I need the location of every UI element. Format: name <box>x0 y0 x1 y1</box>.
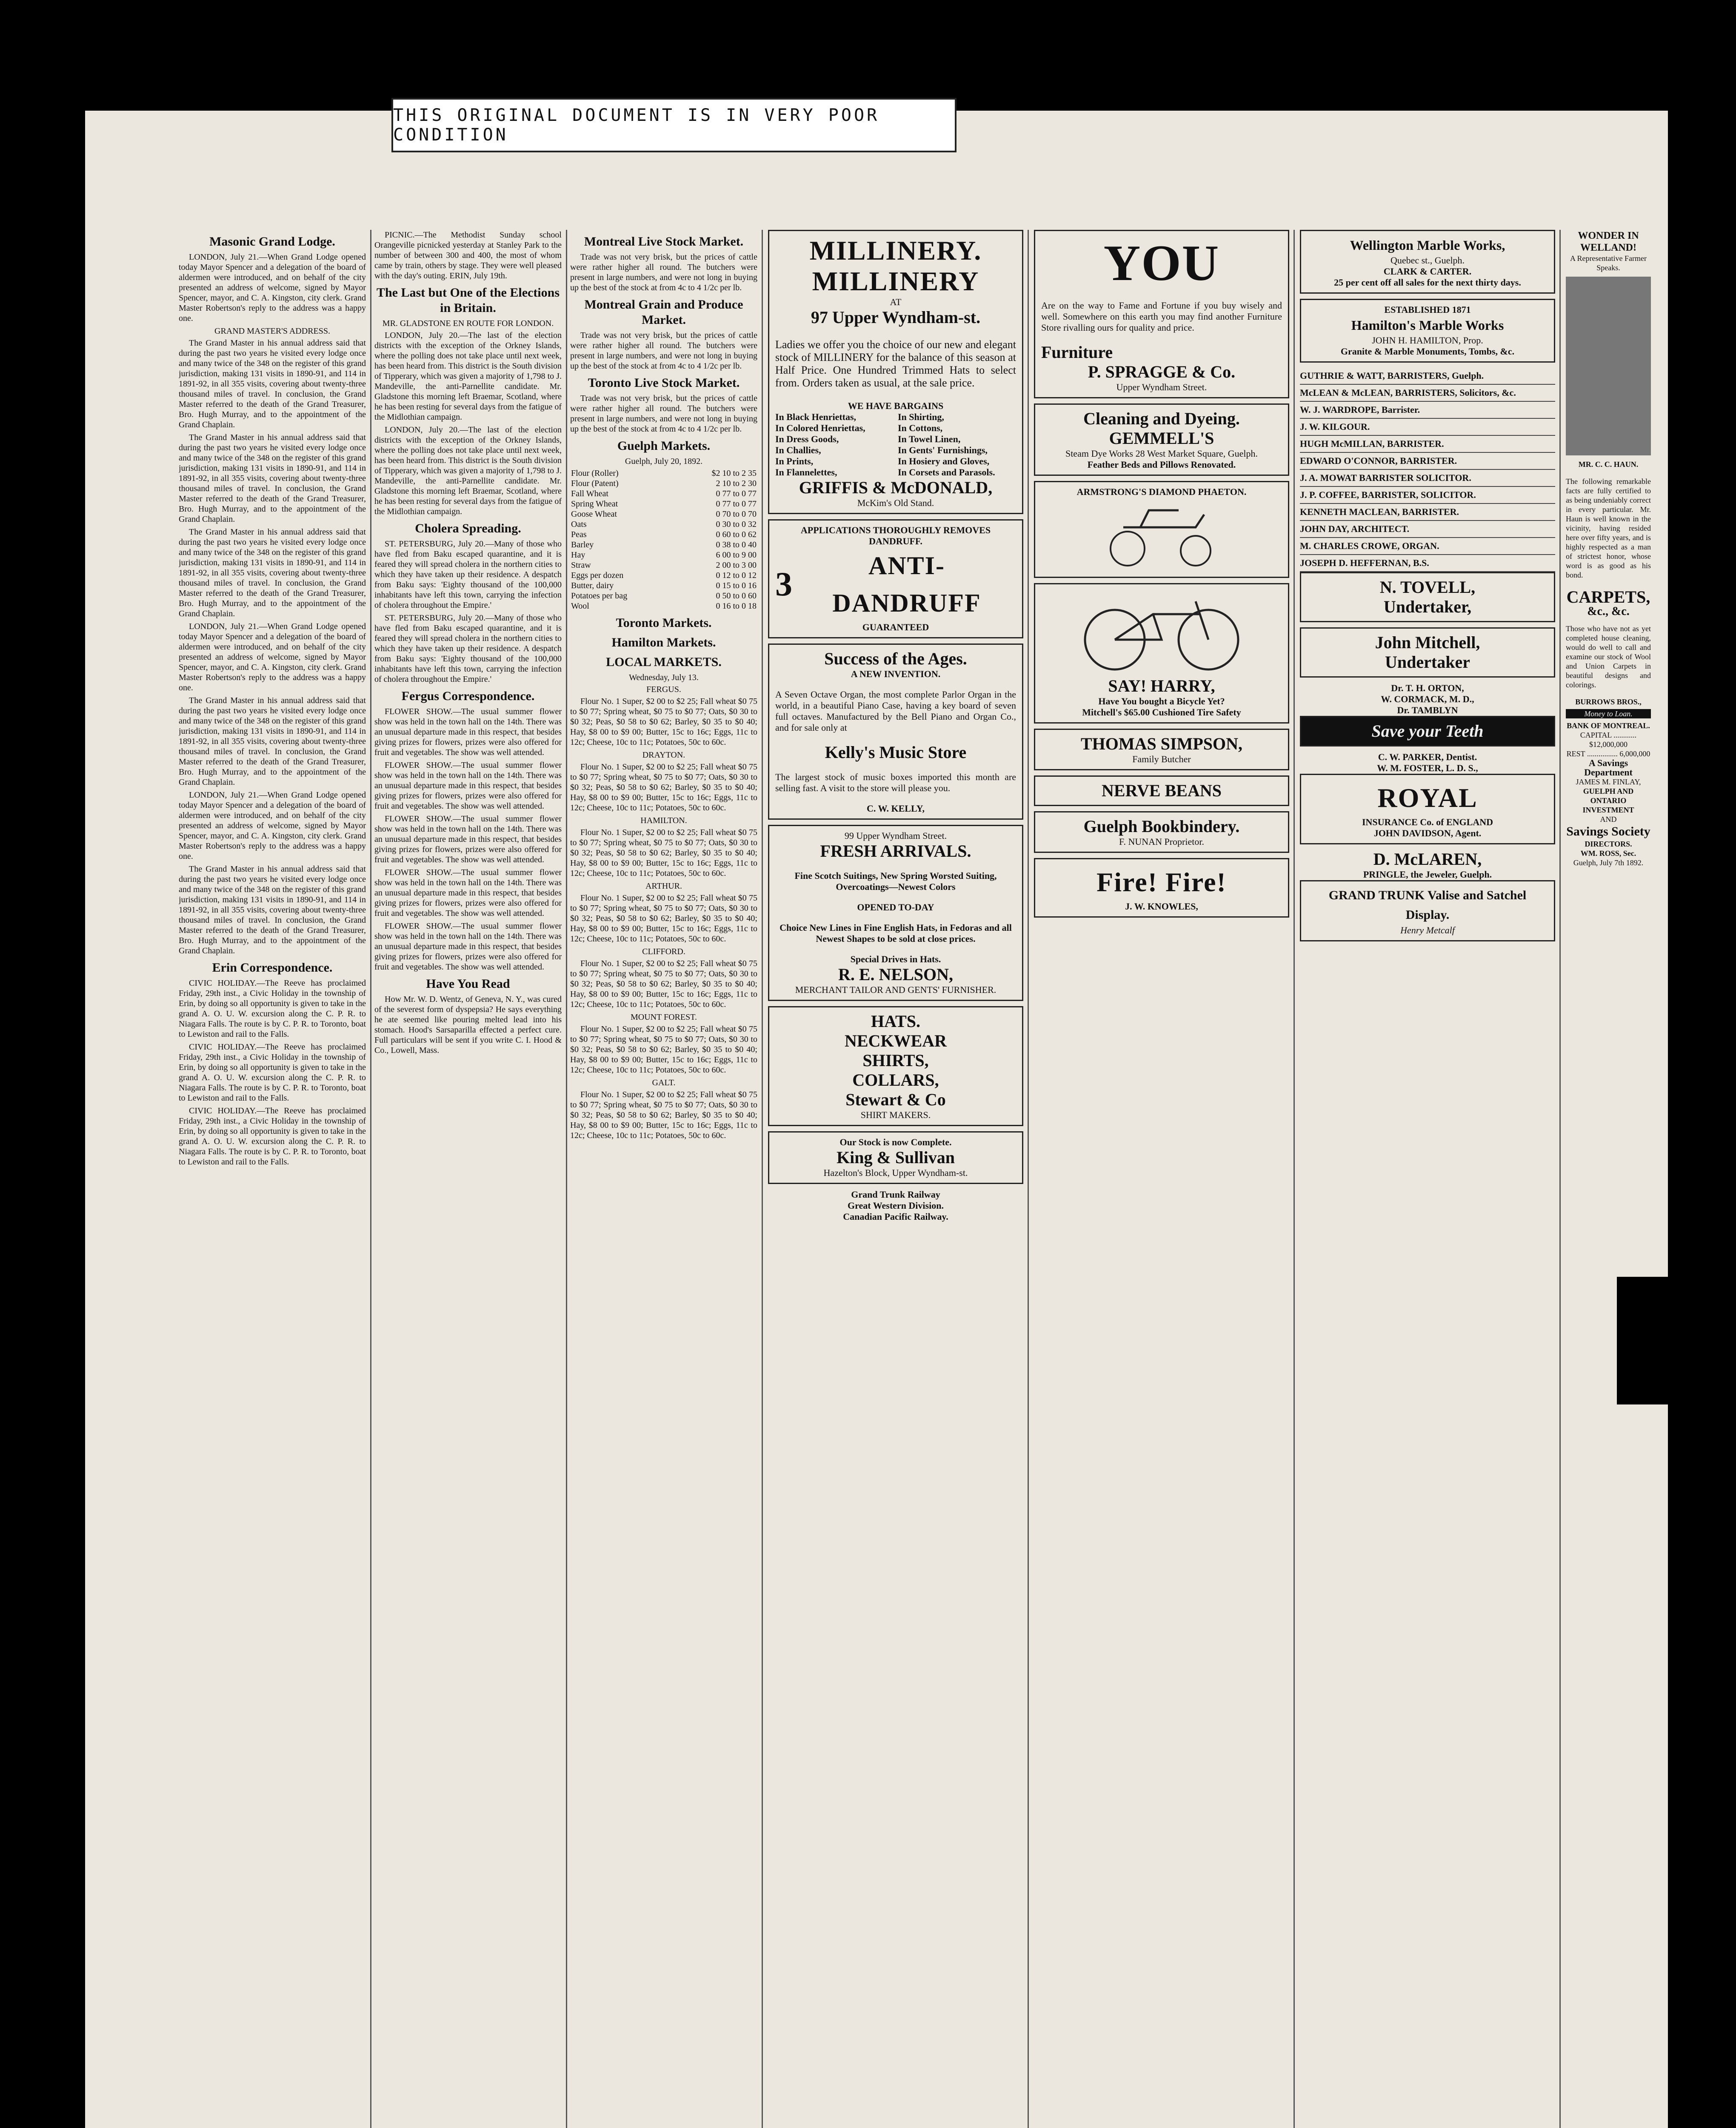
market-item: Eggs per dozen <box>571 571 624 580</box>
bargain-item: In Dress Goods, <box>775 434 839 444</box>
column-rule <box>1559 230 1561 2128</box>
fresh-body: Fine Scotch Suitings, New Spring Worsted Suiting, Overcoatings—Newest Colors <box>794 870 997 892</box>
tovell-ad <box>1300 572 1555 622</box>
burrows-name: BURROWS BROS., <box>1575 698 1642 706</box>
feather-beds: Feather Beds and Pillows Renovated. <box>1087 459 1236 470</box>
address-body-cont5: LONDON, July 21.—When Grand Lodge opened today Mayor Spencer and a delegation of the board of aldermen were introduced, and on behalf of the city presented an address of welcome, signed by Mayor Spencer, mayor, and C. A. Kingston, city clerk. Grand Master Robertson's reply to the address was a happy one. <box>179 790 366 861</box>
business-card: JOSEPH D. HEFFERNAN, B.S. <box>1300 555 1555 572</box>
market-row <box>570 519 757 529</box>
bookbindery-title: Guelph Bookbindery. <box>1083 817 1240 836</box>
market-item: Butter, dairy <box>571 581 614 590</box>
kelly-body: The largest stock of music boxes imported this month are selling fast. A visit to the store will please you. <box>775 772 1016 793</box>
toronto-markets-heading: Toronto Markets. <box>616 616 712 630</box>
hamilton-works: Hamilton's Marble Works <box>1351 317 1504 333</box>
column-rule <box>566 230 567 2128</box>
clark-carter: CLARK & CARTER. <box>1383 266 1472 277</box>
nunan-name: F. NUNAN Proprietor. <box>1119 836 1204 847</box>
knowles-name: J. W. KNOWLES, <box>1125 901 1198 912</box>
market-item: Peas <box>571 530 587 539</box>
guelph-date: Guelph, July 20, 1892. <box>625 457 703 466</box>
market-price: 0 30 to 0 32 <box>716 520 757 529</box>
column-4 <box>768 230 1023 2128</box>
market-row <box>570 489 757 499</box>
carriage-illustration <box>1098 498 1225 570</box>
market-row <box>570 601 757 611</box>
market-row <box>570 540 757 550</box>
hats-list <box>775 1012 1016 1090</box>
elections-body-cont: LONDON, July 20.—The last of the election districts with the exception of the Orkney Islands, where the polling does not take place until next week, has been heard from. This district is the South division of Tipperary, which was given a majority of 1,798 to J. Mandeville, the anti-Parnellite candidate. Mr. Gladstone this morning left Braemar, Scotland, where he has been resting for several days from the fatigue of the Midlothian campaign. <box>374 425 562 516</box>
market-row <box>570 478 757 489</box>
market-price: 0 12 to 0 12 <box>716 571 757 580</box>
market-item: Wool <box>571 601 589 611</box>
bargain-item: In Challies, <box>775 445 821 455</box>
gladstone-subhead: MR. GLADSTONE EN ROUTE FOR LONDON. <box>382 319 554 328</box>
simpson-ad <box>1034 729 1289 770</box>
finlay-name: JAMES M. FINLAY, <box>1576 778 1641 786</box>
column-rule <box>1293 230 1295 2128</box>
market-row <box>570 468 757 478</box>
save-teeth-text: Save your Teeth <box>1371 721 1484 741</box>
professional-cards <box>1300 368 1555 572</box>
hamilton-ad <box>1300 299 1555 363</box>
town-heading: ARTHUR. <box>645 881 682 891</box>
carpets-body: Those who have not as yet completed house cleaning, would do well to call and examine our stock of Wool and Union Carpets in beautiful designs and colorings. <box>1566 624 1651 689</box>
hamilton-markets-heading: Hamilton Markets. <box>611 635 716 649</box>
discount-note: 25 per cent off all sales for the next thirty days. <box>1334 277 1521 288</box>
carpets-title: CARPETS, <box>1566 587 1650 606</box>
kelly-name: C. W. KELLY, <box>867 803 925 814</box>
davidson-agent: JOHN DAVIDSON, Agent. <box>1373 828 1482 838</box>
column-rule <box>1028 230 1029 2128</box>
masonic-heading: Masonic Grand Lodge. <box>209 235 335 249</box>
hats-list-item: SHIRTS, <box>862 1051 929 1070</box>
you-ad <box>1034 230 1289 398</box>
market-row <box>570 509 757 519</box>
royal-sub: INSURANCE Co. of ENGLAND <box>1362 817 1493 827</box>
hamilton-prop: JOHN H. HAMILTON, Prop. <box>1372 335 1483 346</box>
erin-heading: Erin Correspondence. <box>212 961 333 975</box>
marble-sub: Quebec st., Guelph. <box>1390 255 1465 266</box>
local-markets-heading: LOCAL MARKETS. <box>606 655 722 669</box>
gemmell-sub: Steam Dye Works 28 West Market Square, Guelph. <box>1065 448 1258 459</box>
savings-society: Savings Society <box>1566 824 1650 838</box>
carpets-sub: &c., &c. <box>1587 605 1630 618</box>
read-body: How Mr. W. D. Wentz, of Geneva, N. Y., was cured of the severest form of dyspepsia? He says everything he ate seemed like pouring melted lead into his stomach. Hood's Sarsaparilla effected a perfect cure. Full particulars will be sent if you write C. I. Hood & Co., Lowell, Mass. <box>374 995 562 1055</box>
royal-title: ROYAL <box>1377 783 1478 813</box>
nerve-beans-title: NERVE BEANS <box>1102 781 1222 800</box>
business-card: M. CHARLES CROWE, ORGAN. <box>1300 538 1555 555</box>
bargains-heading: WE HAVE BARGAINS <box>848 400 944 411</box>
town-prices: Flour No. 1 Super, $2 00 to $2 25; Fall wheat $0 75 to $0 77; Spring wheat, $0 75 to $0 77; Oats, $0 30 to $0 32; Peas, $0 58 to $0 62; Barley, $0 35 to $0 40; Hay, $8 00 to $9 00; Butter, 15c to 16c; Eggs, 11c to 12c; Cheese, 10c to 11c; Potatoes, 50c to 60c. <box>570 697 757 747</box>
address-body-cont6: The Grand Master in his annual address said that during the past two years he visited every lodge once and many twice of the 348 on the register of this grand jurisdiction, making 131 visits in 1890-91, and 114 in 1891-92, in all 355 visits, covering about twenty-three thousand miles of travel. In conclusion, the Grand Master referred to the death of the Grand Treasurer, Bro. Hugh Murray, and to the appointment of the Grand Chaplain. <box>179 864 366 955</box>
grain-body: Trade was not very brisk, but the prices of cattle were rather higher all round. The butchers were present in large numbers, and were not long in buying up the best of the stock at from 4c to 4 1/2c per lb. <box>570 331 757 371</box>
address-body: The Grand Master in his annual address said that during the past two years he visited every lodge once and many twice of the 348 on the register of this grand jurisdiction, making 131 visits in 1890-91, and 114 in 1891-92, in all 355 visits, covering about twenty-three thousand miles of travel. In conclusion, the Grand Master referred to the death of the Grand Treasurer, Bro. Hugh Murray, and to the appointment of the Grand Chaplain. <box>179 338 366 429</box>
fresh-arrivals: FRESH ARRIVALS. <box>820 841 971 861</box>
bank-name: BANK OF MONTREAL. <box>1567 721 1650 730</box>
bargain-item: In Flannelettes, <box>775 467 837 478</box>
erin-body: CIVIC HOLIDAY.—The Reeve has proclaimed Friday, 29th inst., a Civic Holiday in the township of Erin, by doing so all opportunity is given to take in the grand A. O. U. W. excursion along the C. P. R. to Niagara Falls. The route is by C. P. R. to Toronto, boat to Lewiston and rail to the Falls. <box>179 978 366 1039</box>
business-card: J. W. KILGOUR. <box>1300 419 1555 436</box>
business-card: McLEAN & McLEAN, BARRISTERS, Solicitors, &c. <box>1300 385 1555 402</box>
fire-title: Fire! Fire! <box>1096 867 1227 897</box>
parker-name: C. W. PARKER, Dentist. <box>1378 752 1477 762</box>
torn-edge <box>1617 1277 1668 1404</box>
bargain-item: In Cottons, <box>898 423 943 433</box>
phaeton-ad <box>1034 481 1289 578</box>
cholera-body-cont: ST. PETERSBURG, July 20.—Many of those who have fled from Baku escaped quarantine, and it is feared they will spread cholera in the northern cities to which they have taken up their residence. A despatch from Baku says: 'Eighty thousand of the 100,000 inhabitants have left this town, carrying the infection of cholera throughout the Empire.' <box>374 613 562 684</box>
market-price: $2 10 to 2 35 <box>711 469 757 478</box>
bargain-item: In Towel Linen, <box>898 434 961 444</box>
town-prices: Flour No. 1 Super, $2 00 to $2 25; Fall wheat $0 75 to $0 77; Spring wheat, $0 75 to $0 77; Oats, $0 30 to $0 32; Peas, $0 58 to $0 62; Barley, $0 35 to $0 40; Hay, $8 00 to $9 00; Butter, 15c to 16c; Eggs, 11c to 12c; Cheese, 10c to 11c; Potatoes, 50c to 60c. <box>570 828 757 878</box>
spragge-name: P. SPRAGGE & Co. <box>1088 362 1236 381</box>
fergus-body-cont2: FLOWER SHOW.—The usual summer flower show was held in the town hall on the 14th. There was an unusual departure made in this respect, that besides giving prizes for flowers, prizes were also offered for fruit and vegetables. The show was well attended. <box>374 814 562 864</box>
erin-body-cont: CIVIC HOLIDAY.—The Reeve has proclaimed Friday, 29th inst., a Civic Holiday in the township of Erin, by doing so all opportunity is given to take in the grand A. O. U. W. excursion along the C. P. R. to Niagara Falls. The route is by C. P. R. to Toronto, boat to Lewiston and rail to the Falls. <box>179 1042 366 1103</box>
mitchell-cushion: Mitchell's $65.00 Cushioned Tire Safety <box>1082 707 1241 718</box>
say-harry: SAY! HARRY, <box>1108 676 1215 695</box>
market-price: 0 15 to 0 16 <box>716 581 757 590</box>
cormack-name: W. CORMACK, M. D., <box>1381 694 1474 704</box>
market-price: 0 77 to 0 77 <box>716 489 757 498</box>
gtr-heading: Grand Trunk Railway <box>851 1189 940 1200</box>
market-row <box>570 499 757 509</box>
town-heading: HAMILTON. <box>640 816 687 825</box>
bargain-item: In Shirting, <box>898 412 944 422</box>
investment-word: INVESTMENT <box>1582 806 1634 814</box>
tovell-undertaker: Undertaker, <box>1383 597 1472 616</box>
cleaning-ad <box>1034 403 1289 476</box>
column-7 <box>1566 230 1651 2128</box>
bargains-list <box>775 412 1016 478</box>
market-price: 0 77 to 0 77 <box>716 499 757 509</box>
market-item: Potatoes per bag <box>571 591 628 601</box>
town-markets <box>570 684 757 1141</box>
livestock-heading: Montreal Live Stock Market. <box>584 235 744 249</box>
mclaren-name: D. McLAREN, <box>1373 849 1482 869</box>
column-rule <box>762 230 763 2128</box>
organ-body: A Seven Octave Organ, the most complete Parlor Organ in the world, in a beautiful Piano Case, having a key board of seven full octaves. Manufactured by the Bell Piano and Organ Co., and for sale only at <box>775 689 1016 733</box>
bank-capital: CAPITAL ............ $12,000,000 <box>1580 731 1637 749</box>
market-item: Flour (Patent) <box>571 479 619 488</box>
hats-body: Choice New Lines in Fine English Hats, in Fedoras and all Newest Shapes to be sold at close prices. <box>779 922 1012 944</box>
kelly-store: Kelly's Music Store <box>825 743 967 762</box>
business-card: HUGH McMILLAN, BARRISTER. <box>1300 436 1555 453</box>
foster-name: W. M. FOSTER, L. D. S., <box>1377 763 1478 773</box>
bargain-item: In Corsets and Parasols. <box>898 467 995 478</box>
bookbindery-ad <box>1034 811 1289 853</box>
king-ad <box>768 1131 1023 1184</box>
address-body-cont4: The Grand Master in his annual address said that during the past two years he visited every lodge once and many twice of the 348 on the register of this grand jurisdiction, making 131 visits in 1890-91, and 114 in 1891-92, in all 355 visits, covering about twenty-three thousand miles of travel. In conclusion, the Grand Master referred to the death of the Grand Treasurer, Bro. Hugh Murray, and to the appointment of the Grand Chaplain. <box>179 696 366 787</box>
stock-complete: Our Stock is now Complete. <box>839 1137 952 1147</box>
bargain-item: In Gents' Furnishings, <box>898 445 988 455</box>
local-date: Wednesday, July 13. <box>629 673 699 682</box>
you-title: YOU <box>1103 235 1220 291</box>
special-drives: Special Drives in Hats. <box>850 954 941 964</box>
column-6 <box>1300 230 1555 2128</box>
town-heading: MOUNT FOREST. <box>631 1013 697 1022</box>
opened-today: OPENED TO-DAY <box>857 902 934 912</box>
phaeton-title: ARMSTRONG'S DIAMOND PHAETON. <box>1076 486 1247 497</box>
bargain-item: In Prints, <box>775 456 814 466</box>
orton-name: Dr. T. H. ORTON, <box>1391 683 1464 693</box>
town-prices: Flour No. 1 Super, $2 00 to $2 25; Fall wheat $0 75 to $0 77; Spring wheat, $0 75 to $0 77; Oats, $0 30 to $0 32; Peas, $0 58 to $0 62; Barley, $0 35 to $0 40; Hay, $8 00 to $9 00; Butter, 15c to 16c; Eggs, 11c to 12c; Cheese, 10c to 11c; Potatoes, 50c to 60c. <box>570 959 757 1009</box>
pringle-line: PRINGLE, the Jeweler, Guelph. <box>1363 869 1492 880</box>
hats-list-item: NECKWEAR <box>844 1031 947 1050</box>
bargain-item: In Hosiery and Gloves, <box>898 456 990 466</box>
and-word: AND <box>1600 815 1617 824</box>
condition-banner: THIS ORIGINAL DOCUMENT IS IN VERY POOR CONDITION <box>391 98 957 152</box>
fire-ad <box>1034 858 1289 918</box>
fresh-address: 99 Upper Wyndham Street. <box>844 830 947 841</box>
dandruff-number: 3 <box>775 566 793 603</box>
nerve-beans-ad <box>1034 775 1289 806</box>
market-price: 0 38 to 0 40 <box>716 540 757 549</box>
millinery-body: Ladies we offer you the choice of our new and elegant stock of MILLINERY for the balance of this season at Half Price. One Hundred Trimmed Hats to select from. Orders taken as usual, at the sale price. <box>775 338 1016 389</box>
millinery-title: MILLINERY. MILLINERY <box>809 235 982 296</box>
market-item: Barley <box>571 540 594 549</box>
bank-rest: REST ................ 6,000,000 <box>1566 749 1650 758</box>
simpson-sub: Family Butcher <box>1132 754 1191 764</box>
market-price: 0 60 to 0 62 <box>716 530 757 539</box>
market-item: Spring Wheat <box>571 499 618 509</box>
portrait-caption: MR. C. C. HAUN. <box>1578 460 1639 469</box>
farmer-sub: A Representative Farmer Speaks. <box>1570 254 1647 272</box>
market-row <box>570 570 757 581</box>
column-2 <box>374 230 562 2128</box>
address-body-cont2: The Grand Master in his annual address said that during the past two years he visited every lodge once and many twice of the 348 on the register of this grand jurisdiction, making 131 visits in 1890-91, and 114 in 1891-92, in all 355 visits, covering about twenty-three thousand miles of travel. In conclusion, the Grand Master referred to the death of the Grand Treasurer, Bro. Hugh Murray, and to the appointment of the Grand Chaplain. <box>179 527 366 618</box>
toronto-body: Trade was not very brisk, but the prices of cattle were rather higher all round. The butchers were present in large numbers, and were not long in buying up the best of the stock at from 4c to 4 1/2c per lb. <box>570 394 757 434</box>
ross-name: WM. ROSS, Sec. <box>1580 849 1636 858</box>
gwd-heading: Great Western Division. <box>848 1200 944 1211</box>
market-item: Flour (Roller) <box>571 469 619 478</box>
fergus-body: FLOWER SHOW.—The usual summer flower show was held in the town hall on the 14th. There was an unusual departure made in this respect, that besides giving prizes for flowers, prizes were also offered for fruit and vegetables. The show was well attended. <box>374 707 562 757</box>
royal-ad <box>1300 774 1555 844</box>
market-price: 2 10 to 2 30 <box>716 479 757 488</box>
invention-subhead: A NEW INVENTION. <box>851 669 941 679</box>
elections-body: LONDON, July 20.—The last of the election districts with the exception of the Orkney Islands, where the polling does not take place until next week, has been heard from. This district is the South division of Tipperary, which was given a majority of 1,798 to J. Mandeville, the anti-Parnellite candidate. Mr. Gladstone this morning left Braemar, Scotland, where he has been resting for several days from the fatigue of the Midlothian campaign. <box>374 331 562 422</box>
simpson-name: THOMAS SIMPSON, <box>1080 734 1243 753</box>
market-price: 2 00 to 3 00 <box>716 561 757 570</box>
market-row <box>570 560 757 570</box>
fergus-body-cont3: FLOWER SHOW.—The usual summer flower show was held in the town hall on the 14th. There was an unusual departure made in this respect, that besides giving prizes for flowers, prizes were also offered for fruit and vegetables. The show was well attended. <box>374 868 562 918</box>
market-price: 0 16 to 0 18 <box>716 601 757 611</box>
masonic-body: LONDON, July 21.—When Grand Lodge opened today Mayor Spencer and a delegation of the board of aldermen were introduced, and on behalf of the city presented an address of welcome, signed by Mayor Spencer, mayor, and C. A. Kingston, city clerk. Grand Master Robertson's reply to the address was a happy one. <box>179 252 366 323</box>
town-prices: Flour No. 1 Super, $2 00 to $2 25; Fall wheat $0 75 to $0 77; Spring wheat, $0 75 to $0 77; Oats, $0 30 to $0 32; Peas, $0 58 to $0 62; Barley, $0 35 to $0 40; Hay, $8 00 to $9 00; Butter, 15c to 16c; Eggs, 11c to 12c; Cheese, 10c to 11c; Potatoes, 50c to 60c. <box>570 893 757 944</box>
livestock-body: Trade was not very brisk, but the prices of cattle were rather higher all round. The butchers were present in large numbers, and were not long in buying up the best of the stock at from 4c to 4 1/2c per lb. <box>570 252 757 292</box>
bargains-left <box>775 412 894 478</box>
column-3 <box>570 230 757 2128</box>
fergus-body-cont4: FLOWER SHOW.—The usual summer flower show was held in the town hall on the 14th. There was an unusual departure made in this respect, that besides giving prizes for flowers, prizes were also offered for fruit and vegetables. The show was well attended. <box>374 921 562 972</box>
market-price: 0 50 to 0 60 <box>716 591 757 601</box>
elections-heading: The Last but One of the Elections in Britain. <box>376 286 560 315</box>
nelson-sub: MERCHANT TAILOR AND GENTS' FURNISHER. <box>795 984 996 995</box>
business-card: EDWARD O'CONNOR, BARRISTER. <box>1300 453 1555 470</box>
millinery-ad <box>768 230 1023 514</box>
column-5 <box>1034 230 1289 2128</box>
save-teeth-banner <box>1300 716 1555 747</box>
guelph-market-table <box>570 468 757 611</box>
established: ESTABLISHED 1871 <box>1384 304 1471 315</box>
guelph-ontario: GUELPH AND ONTARIO <box>1583 787 1634 805</box>
granite-line: Granite & Marble Monuments, Tombs, &c. <box>1340 346 1515 357</box>
bicycle-illustration <box>1072 589 1251 674</box>
marble-title: Wellington Marble Works, <box>1350 237 1505 253</box>
cholera-heading: Cholera Spreading. <box>415 521 521 535</box>
griffis-name: GRIFFIS & McDONALD, <box>799 478 993 497</box>
business-card: J. P. COFFEE, BARRISTER, SOLICITOR. <box>1300 487 1555 504</box>
ross-date: Guelph, July 7th 1892. <box>1573 858 1644 867</box>
hats-list-item: HATS. <box>871 1012 920 1031</box>
market-row <box>570 550 757 560</box>
valise-title: GRAND TRUNK Valise and Satchel Display. <box>1328 888 1527 922</box>
town-heading: GALT. <box>652 1078 676 1087</box>
dandruff-ad <box>768 519 1023 638</box>
town-prices: Flour No. 1 Super, $2 00 to $2 25; Fall wheat $0 75 to $0 77; Spring wheat, $0 75 to $0 77; Oats, $0 30 to $0 32; Peas, $0 58 to $0 62; Barley, $0 35 to $0 40; Hay, $8 00 to $9 00; Butter, 15c to 16c; Eggs, 11c to 12c; Cheese, 10c to 11c; Potatoes, 50c to 60c. <box>570 762 757 812</box>
bicycle-ad <box>1034 583 1289 724</box>
bargain-item: In Black Henriettas, <box>775 412 857 422</box>
market-item: Fall Wheat <box>571 489 608 498</box>
bargain-item: In Colored Henriettas, <box>775 423 865 433</box>
haun-body: The following remarkable facts are fully certified to as being undeniably correct in every particular. Mr. Haun is well known in the vicinity, having resided here over fifty years, and is highly respected as a man of strictest honor, whose word is as good as his bond. <box>1566 477 1651 579</box>
market-row <box>570 529 757 540</box>
market-item: Oats <box>571 520 587 529</box>
fergus-body-cont: FLOWER SHOW.—The usual summer flower show was held in the town hall on the 14th. There was an unusual departure made in this respect, that besides giving prizes for flowers, prizes were also offered for fruit and vegetables. The show was well attended. <box>374 761 562 811</box>
stewart-sub: SHIRT MAKERS. <box>860 1110 931 1120</box>
address-heading: GRAND MASTER'S ADDRESS. <box>214 326 330 336</box>
address-body-cont: The Grand Master in his annual address said that during the past two years he visited every lodge once and many twice of the 348 on the register of this grand jurisdiction, making 131 visits in 1890-91, and 114 in 1891-92, in all 355 visits, covering about twenty-three thousand miles of travel. In conclusion, the Grand Master referred to the death of the Grand Treasurer, Bro. Hugh Murray, and to the appointment of the Grand Chaplain. <box>179 433 366 524</box>
dandruff-top: APPLICATIONS THOROUGHLY REMOVES DANDRUFF. <box>800 525 991 546</box>
cholera-body: ST. PETERSBURG, July 20.—Many of those who have fled from Baku escaped quarantine, and it is feared they will spread cholera in the northern cities to which they have taken up their residence. A despatch from Baku says: 'Eighty thousand of the 100,000 inhabitants have left this town, carrying the infection of cholera throughout the Empire.' <box>374 539 562 610</box>
business-card: GUTHRIE & WATT, BARRISTERS, Guelph. <box>1300 368 1555 385</box>
dandruff-guaranteed: GUARANTEED <box>862 622 929 632</box>
nelson-ad <box>768 825 1023 1001</box>
bicycle-question: Have You bought a Bicycle Yet? <box>1098 696 1225 706</box>
fergus-heading: Fergus Correspondence. <box>401 689 535 703</box>
marble-ad <box>1300 230 1555 294</box>
business-card: W. J. WARDROPE, Barrister. <box>1300 402 1555 419</box>
mitchell-ad <box>1300 627 1555 678</box>
town-prices: Flour No. 1 Super, $2 00 to $2 25; Fall wheat $0 75 to $0 77; Spring wheat, $0 75 to $0 77; Oats, $0 30 to $0 32; Peas, $0 58 to $0 62; Barley, $0 35 to $0 40; Hay, $8 00 to $9 00; Butter, 15c to 16c; Eggs, 11c to 12c; Cheese, 10c to 11c; Potatoes, 50c to 60c. <box>570 1024 757 1075</box>
king-name: King & Sullivan <box>837 1148 955 1167</box>
furniture-label: Furniture <box>1041 343 1113 362</box>
metcalf-name: Henry Metcalf <box>1400 925 1455 935</box>
dandruff-title: ANTI-DANDRUFF <box>832 552 981 617</box>
mitchell-name: John Mitchell, <box>1375 633 1480 652</box>
you-body: Are on the way to Fame and Fortune if you buy wisely and well. Somewhere on this earth you may find another Furniture Store rivalling ours for quality and price. <box>1041 300 1282 333</box>
millinery-address: 97 Upper Wyndham-st. <box>811 308 981 327</box>
erin-body-cont2: CIVIC HOLIDAY.—The Reeve has proclaimed Friday, 29th inst., a Civic Holiday in the township of Erin, by doing so all opportunity is given to take in the grand A. O. U. W. excursion along the C. P. R. to Niagara Falls. The route is by C. P. R. to Toronto, boat to Lewiston and rail to the Falls. <box>179 1106 366 1167</box>
stewart-ad <box>768 1006 1023 1126</box>
market-item: Goose Wheat <box>571 509 617 519</box>
column-1 <box>179 230 366 2128</box>
market-row <box>570 591 757 601</box>
money-banner: Money to Loan. <box>1566 709 1651 718</box>
organ-ad <box>768 644 1023 820</box>
directors-heading: DIRECTORS. <box>1585 840 1632 848</box>
market-item: Straw <box>571 561 591 570</box>
montreal-grain-heading: Montreal Grain and Produce Market. <box>584 297 743 327</box>
market-price: 0 70 to 0 70 <box>716 509 757 519</box>
spragge-sub: Upper Wyndham Street. <box>1116 382 1207 392</box>
welland-title: WONDER IN WELLAND! <box>1578 230 1639 253</box>
market-row <box>570 581 757 591</box>
business-card: JOHN DAY, ARCHITECT. <box>1300 521 1555 538</box>
gemmell-name: GEMMELL'S <box>1109 429 1214 448</box>
mitchell-undertaker: Undertaker <box>1385 652 1470 672</box>
market-price: 6 00 to 9 00 <box>716 550 757 560</box>
read-heading: Have You Read <box>426 977 510 991</box>
griffis-sub: McKim's Old Stand. <box>857 498 934 508</box>
success-title: Success of the Ages. <box>824 649 967 668</box>
town-prices: Flour No. 1 Super, $2 00 to $2 25; Fall wheat $0 75 to $0 77; Spring wheat, $0 75 to $0 77; Oats, $0 30 to $0 32; Peas, $0 58 to $0 62; Barley, $0 35 to $0 40; Hay, $8 00 to $9 00; Butter, 15c to 16c; Eggs, 11c to 12c; Cheese, 10c to 11c; Potatoes, 50c to 60c. <box>570 1090 757 1140</box>
nelson-name: R. E. NELSON, <box>838 965 954 984</box>
hats-list-item: COLLARS, <box>852 1070 939 1090</box>
cleaning-title: Cleaning and Dyeing. <box>1083 409 1240 428</box>
address-body-cont3: LONDON, July 21.—When Grand Lodge opened today Mayor Spencer and a delegation of the board of aldermen were introduced, and on behalf of the city presented an address of welcome, signed by Mayor Spencer, mayor, and C. A. Kingston, city clerk. Grand Master Robertson's reply to the address was a happy one. <box>179 622 366 692</box>
business-card: KENNETH MACLEAN, BARRISTER. <box>1300 504 1555 521</box>
millinery-at: AT <box>890 297 902 307</box>
stewart-name: Stewart & Co <box>845 1090 946 1109</box>
cpr-heading: Canadian Pacific Railway. <box>843 1211 948 1222</box>
column-rule <box>370 230 371 2128</box>
bargains-right <box>898 412 1016 478</box>
tovell-name: N. TOVELL, <box>1379 578 1476 597</box>
guelph-markets-heading: Guelph Markets. <box>617 439 711 453</box>
king-sub: Hazelton's Block, Upper Wyndham-st. <box>823 1167 968 1178</box>
picnic-body: PICNIC.—The Methodist Sunday school Orangeville picnicked yesterday at Stanley Park to the number of between 300 and 400, the most of whom came by train, others by stage. They were well pleased with the day's outing. ERIN, July 19th. <box>374 230 562 280</box>
market-item: Hay <box>571 550 585 560</box>
valise-ad <box>1300 880 1555 941</box>
business-card: J. A. MOWAT BARRISTER SOLICITOR. <box>1300 470 1555 487</box>
town-heading: CLIFFORD. <box>642 947 685 956</box>
toronto-livestock-heading: Toronto Live Stock Market. <box>588 376 740 390</box>
savings-dept: A Savings Department <box>1584 758 1633 778</box>
town-heading: FERGUS. <box>646 685 681 694</box>
portrait-image <box>1566 277 1651 455</box>
tamblyn-name: Dr. TAMBLYN <box>1397 705 1458 715</box>
town-heading: DRAYTON. <box>642 750 685 760</box>
